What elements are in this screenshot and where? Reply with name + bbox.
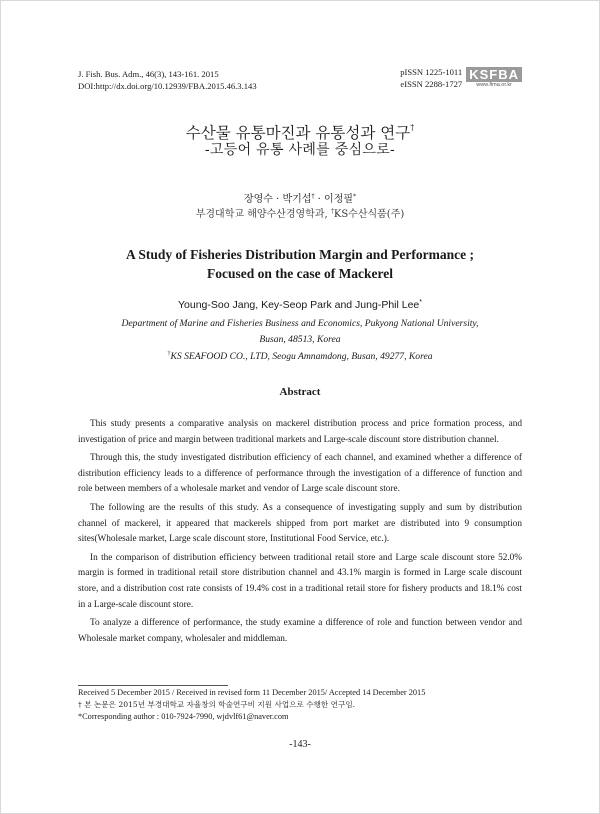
logo-text: KSFBA bbox=[466, 67, 522, 82]
abstract-paragraph: This study presents a comparative analysis on mackerel distribution process and price formation process, and investigation of price and margin between traditional markets and Large-scale discount store distribution channel. bbox=[78, 419, 522, 445]
footnote-divider bbox=[78, 685, 228, 686]
title-footnote-mark: † bbox=[410, 123, 415, 132]
korean-subtitle: -고등어 유통 사례를 중심으로- bbox=[204, 142, 396, 158]
doi-link[interactable]: DOI:http://dx.doi.org/10.12939/FBA.2015.46.3.143 bbox=[78, 81, 257, 91]
funding-note: † 본 논문은 2015년 부경대학교 자율창의 학술연구비 지원 사업으로 수행한 연구임. bbox=[78, 700, 356, 709]
author-2: 박기섭 bbox=[282, 194, 312, 205]
page-number: -143- bbox=[289, 739, 311, 750]
citation: J. Fish. Bus. Adm., 46(3), 143-161. 2015 bbox=[78, 69, 219, 79]
abstract-paragraph: Through this, the study investigated distribution efficiency of each channel, and examined whether a difference of distribution efficiency leads to a difference of performance through the investigation of a difference of function and role between members of a wholesale market and vendor of Large scale discount store. bbox=[78, 453, 522, 495]
abstract-paragraph: To analyze a difference of performance, the study examine a difference of role and function between vendor and Wholesale market company, wholesaler and middleman. bbox=[78, 618, 522, 644]
issn-block bbox=[400, 66, 522, 90]
abstract-paragraph: In the comparison of distribution efficiency between traditional retail store and Large scale discount store 52.0% margin is formed in traditional retail store distribution channel and 43.1% margin is formed in Large scale discount store, and a distribution cost rate consists of 19.4% cost in a traditional retail store for fishery products and 18.1% cost in a Large-scale discount store. bbox=[78, 552, 522, 610]
english-authors: Young-Soo Jang, Key-Seop Park and Jung-Phil Lee* bbox=[177, 299, 422, 311]
abstract-paragraph: The following are the results of this study. As a consequence of investigating supply and sum by distribution channel of mackerel, it appeared that mackerels shipped from port market are distributed into 9 consumption sites(Wholesale market, Large scale discount store, Institutional Food Service, etc.). bbox=[78, 502, 522, 545]
pissn: pISSN 1225-1011 bbox=[400, 67, 463, 77]
korean-affiliation: 부경대학교 해양수산경영학과, †KS수산식품(주) bbox=[195, 208, 405, 220]
author-3: 이정필 bbox=[324, 194, 354, 205]
korean-authors: 장영수 · 박기섭† · 이정필* bbox=[243, 193, 357, 205]
logo-url: www.fima.or.kr bbox=[476, 82, 512, 88]
korean-title: 수산물 유통마진과 유통성과 연구† bbox=[185, 123, 415, 142]
eissn: eISSN 2288-1727 bbox=[400, 79, 463, 89]
author-1: 장영수 bbox=[243, 194, 273, 205]
footnotes bbox=[78, 687, 522, 723]
journal-header bbox=[78, 68, 257, 92]
received-dates: Received 5 December 2015 / Received in revised form 11 December 2015/ Accepted 14 December 2015 bbox=[78, 688, 426, 697]
ksfba-logo bbox=[466, 67, 522, 89]
english-affiliation: Department of Marine and Fisheries Business and Economics, Pukyong National University, Busan, 48513, Korea †KS SEAFOOD CO., LTD, Seogu Amnamdong, Busan, 49277, Korea bbox=[121, 318, 479, 362]
corresponding-author: *Corresponding author : 010-7924-7990, wjdvlf61@naver.com bbox=[78, 712, 289, 721]
english-title: A Study of Fisheries Distribution Margin and Performance ; Focused on the case of Mackerel bbox=[126, 247, 474, 281]
abstract-body bbox=[78, 417, 522, 650]
abstract-heading: Abstract bbox=[279, 386, 321, 398]
